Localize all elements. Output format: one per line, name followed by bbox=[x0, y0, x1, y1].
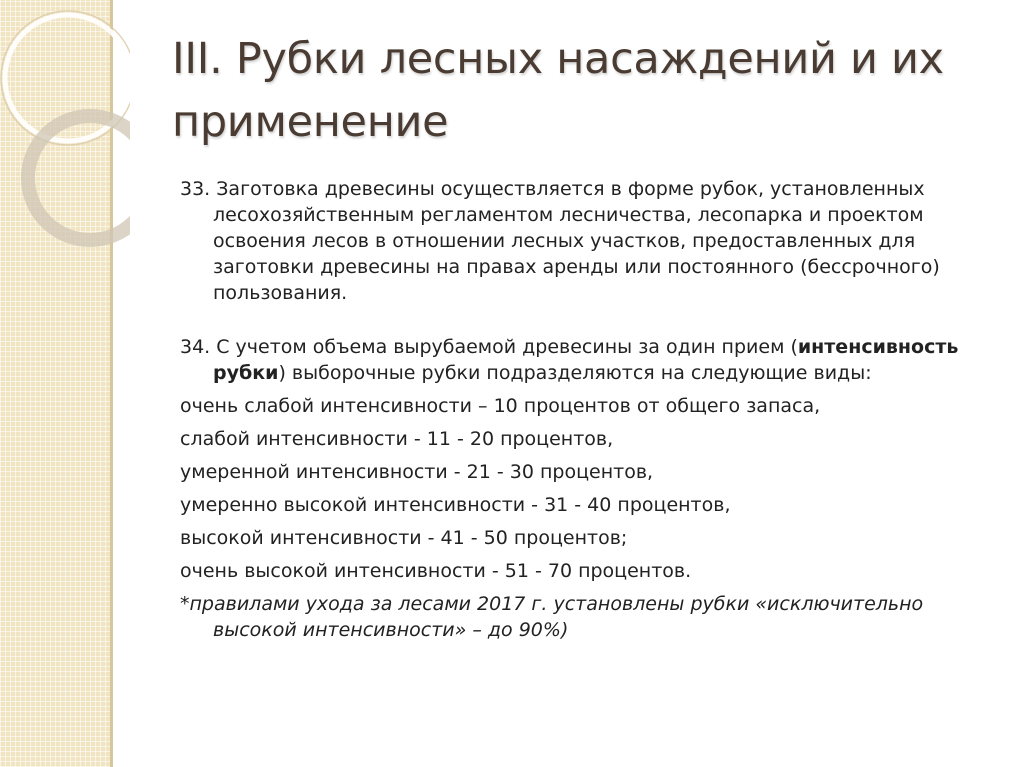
paragraph-34 bbox=[180, 334, 1000, 386]
intensity-line: слабой интенсивности - 11 - 20 процентов, bbox=[180, 428, 614, 450]
paragraph-34-end: ) выборочные рубки подразделяются на следующие виды: bbox=[278, 362, 872, 384]
intensity-line: очень слабой интенсивности – 10 процентов от общего запаса, bbox=[180, 395, 821, 417]
paragraph-34-bold-term: интенсивность рубки bbox=[213, 336, 959, 384]
footnote: *правилами ухода за лесами 2017 г. установлены рубки «исключительно высокой интенсивности» – до 90%) bbox=[180, 593, 924, 641]
decorative-rings bbox=[0, 0, 130, 260]
slide-body bbox=[180, 176, 1000, 643]
intensity-line: высокой интенсивности - 41 - 50 процентов; bbox=[180, 527, 628, 549]
intensity-line: умеренной интенсивности - 21 - 30 процентов, bbox=[180, 461, 654, 483]
paragraph-34-start: 34. С учетом объема вырубаемой древесины за один прием ( bbox=[180, 336, 798, 358]
intensity-line: очень высокой интенсивности - 51 - 70 процентов. bbox=[180, 560, 692, 582]
intensity-line: умеренно высокой интенсивности - 31 - 40 процентов, bbox=[180, 494, 731, 516]
paragraph-33: 33. Заготовка древесины осуществляется в форме рубок, установленных лесохозяйственным регламентом лесничества, лесопарка и проектом освоения лесов в отношении лесных участков, предоставленных для заготовки древесины на правах аренды или постоянного (бессрочного) пользования. bbox=[180, 178, 940, 304]
slide-title: III. Рубки лесных насаждений и их применение bbox=[172, 34, 944, 147]
lower-ring bbox=[28, 116, 130, 240]
